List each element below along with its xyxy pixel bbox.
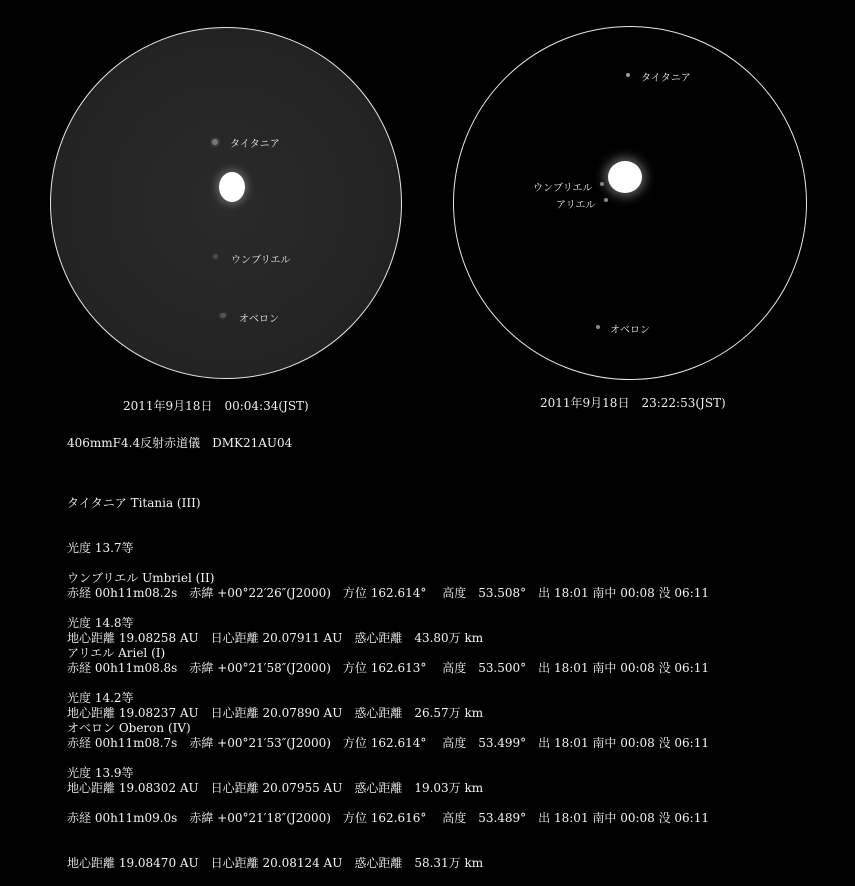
moon-info-oberon <box>67 691 709 886</box>
titania-right <box>626 73 630 77</box>
titania-label-left: タイタニア <box>230 139 280 150</box>
left-timestamp: 2011年9月18日 00:04:34(JST) <box>123 399 309 413</box>
instrument-line: 406mmF4.4反射赤道儀 DMK21AU04 <box>67 436 293 450</box>
moon-position: 赤経 00h11m08.7s 赤緯 +00°21′53″(J2000) 方位 162.614° 高度 53.499° 出 18:01 南中 00:08 没 06:11 <box>67 736 709 750</box>
moon-position: 赤経 00h11m08.2s 赤緯 +00°22′26″(J2000) 方位 162.614° 高度 53.508° 出 18:01 南中 00:08 没 06:11 <box>67 586 709 600</box>
right-timestamp: 2011年9月18日 23:22:53(JST) <box>540 396 726 410</box>
moon-magnitude: 光度 13.7等 <box>67 541 134 555</box>
moon-distance: 地心距離 19.08302 AU 日心距離 20.07955 AU 惑心距離 19.03万 km <box>67 781 484 795</box>
uranus-right <box>608 161 642 193</box>
moon-title: タイタニア Titania (III) <box>67 496 201 510</box>
moon-position: 赤経 00h11m08.8s 赤緯 +00°21′58″(J2000) 方位 162.613° 高度 53.500° 出 18:01 南中 00:08 没 06:11 <box>67 661 709 675</box>
moon-title: オベロン Oberon (IV) <box>67 721 191 735</box>
oberon-label-left: オベロン <box>239 314 279 325</box>
ariel-label-right: アリエル <box>556 200 596 211</box>
umbriel-label-left: ウンブリエル <box>231 255 291 266</box>
oberon-left <box>220 313 226 318</box>
umbriel-label-right: ウンブリエル <box>533 183 593 194</box>
oberon-label-right: オベロン <box>610 325 650 336</box>
moon-title: アリエル Ariel (I) <box>67 646 166 660</box>
titania-label-right: タイタニア <box>641 73 691 84</box>
moon-distance: 地心距離 19.08237 AU 日心距離 20.07890 AU 惑心距離 26.57万 km <box>67 706 484 720</box>
moon-title: ウンブリエル Umbriel (II) <box>67 571 215 585</box>
ariel-right <box>604 198 608 202</box>
oberon-right <box>596 325 600 329</box>
moon-distance: 地心距離 19.08470 AU 日心距離 20.08124 AU 惑心距離 58.31万 km <box>67 856 484 870</box>
umbriel-right <box>600 182 604 186</box>
uranus-left <box>219 172 245 202</box>
moon-magnitude: 光度 14.8等 <box>67 616 134 630</box>
moon-magnitude: 光度 14.2等 <box>67 691 134 705</box>
left-field-of-view <box>50 27 402 379</box>
titania-left <box>212 139 218 145</box>
moon-position: 赤経 00h11m09.0s 赤緯 +00°21′18″(J2000) 方位 162.616° 高度 53.489° 出 18:01 南中 00:08 没 06:11 <box>67 811 709 825</box>
moon-magnitude: 光度 13.9等 <box>67 766 134 780</box>
moon-distance: 地心距離 19.08258 AU 日心距離 20.07911 AU 惑心距離 43.80万 km <box>67 631 484 645</box>
umbriel-left <box>213 254 218 259</box>
